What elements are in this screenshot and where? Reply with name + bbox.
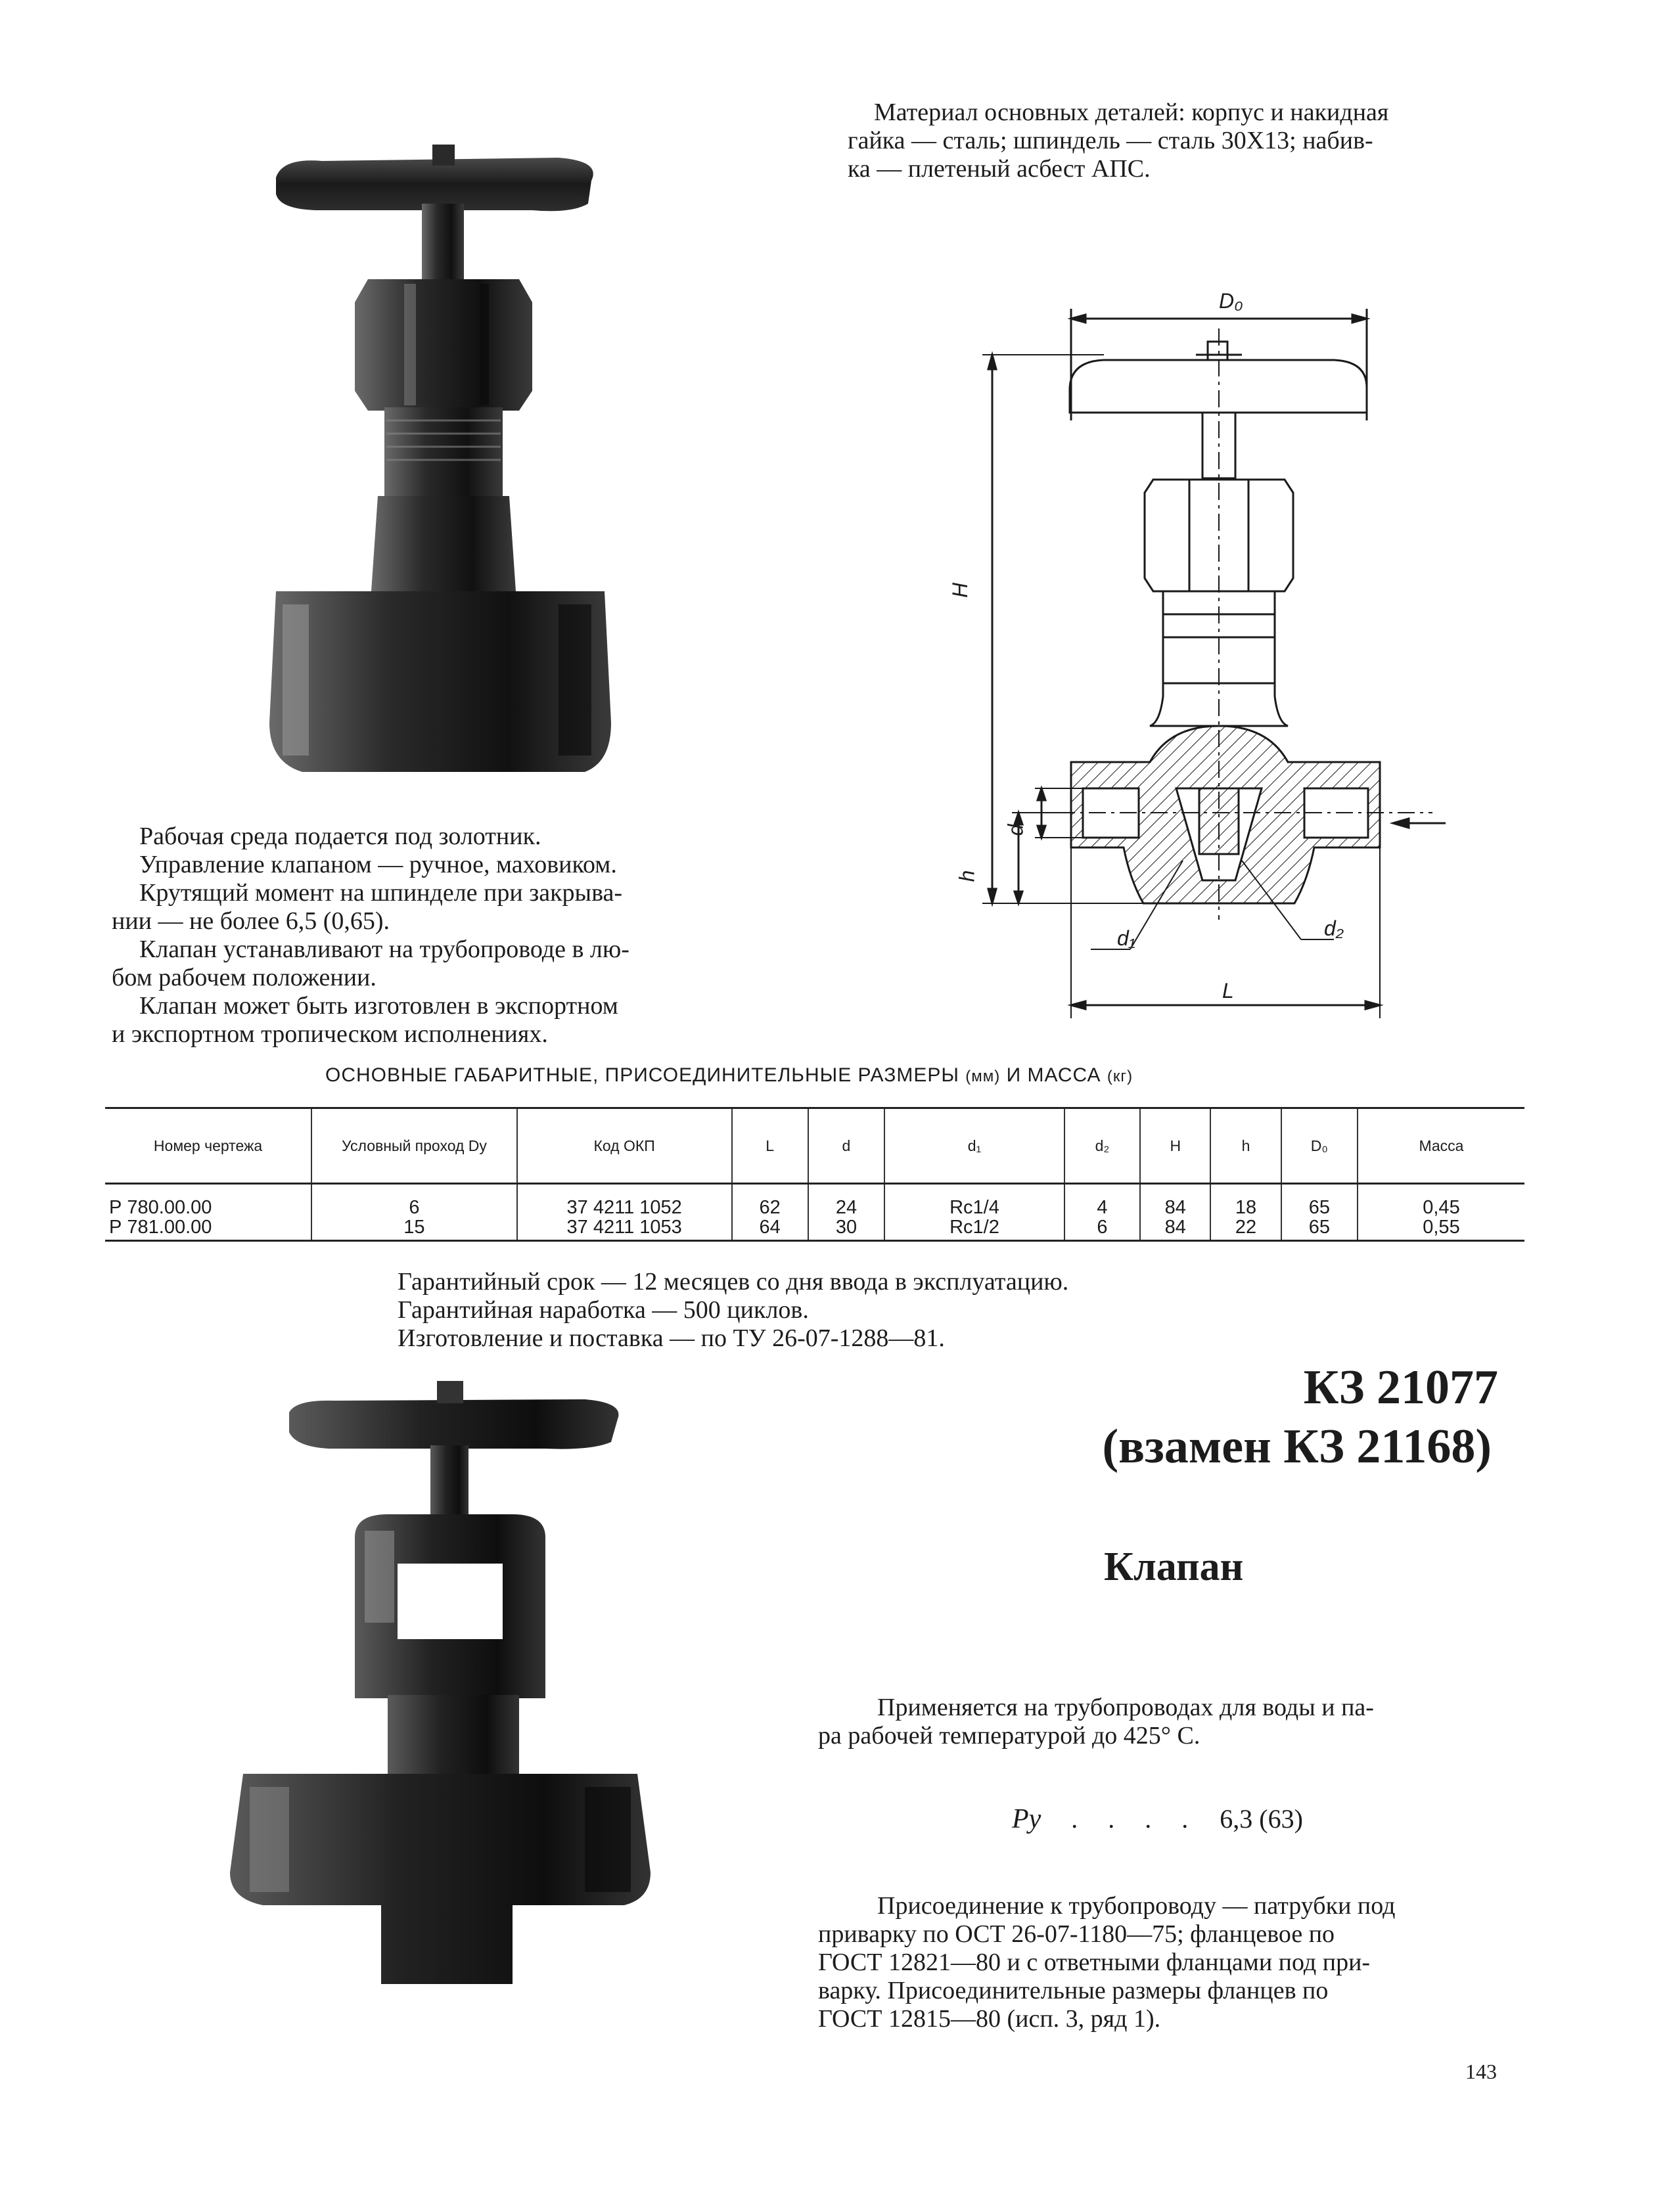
cell-mass: 0,55 xyxy=(1358,1217,1524,1241)
connection-text xyxy=(818,1892,1531,2033)
col-D0: D₀ xyxy=(1281,1108,1358,1184)
table-row xyxy=(105,1184,1524,1218)
pressure-label: Pу xyxy=(1012,1804,1041,1834)
connection-line: ГОСТ 12815—80 (исп. 3, ряд 1). xyxy=(818,2005,1161,2033)
valve-photo-bottom xyxy=(204,1373,677,2004)
warranty-info xyxy=(398,1268,1068,1353)
cell-nominal-bore: 6 xyxy=(311,1184,517,1218)
table-header-row xyxy=(105,1108,1524,1184)
valve-photo-top xyxy=(217,131,664,801)
col-nominal-bore: Условный проход Dу xyxy=(311,1108,517,1184)
note-line: Крутящий момент на шпинделе при закрыва- xyxy=(139,879,623,907)
warranty-line: Изготовление и поставка — по ТУ 26-07-1288—81. xyxy=(398,1324,945,1352)
connection-line: варку. Присоединительные размеры фланцев по xyxy=(818,1977,1329,2004)
note-line: бом рабочем положении. xyxy=(112,964,377,991)
connection-line: ГОСТ 12821—80 и с ответными фланцами под при- xyxy=(818,1949,1371,1976)
cell-h: 18 xyxy=(1210,1184,1281,1218)
cell-L: 64 xyxy=(732,1217,808,1241)
cell-h: 22 xyxy=(1210,1217,1281,1241)
material-line: ка — плетеный асбест АПС. xyxy=(848,155,1151,183)
col-okp-code: Код ОКП xyxy=(517,1108,732,1184)
cell-mass: 0,45 xyxy=(1358,1184,1524,1218)
col-mass: Масса xyxy=(1358,1108,1524,1184)
table-title-main: ОСНОВНЫЕ ГАБАРИТНЫЕ, ПРИСОЕДИНИТЕЛЬНЫЕ РАЗМЕРЫ xyxy=(325,1064,959,1086)
cell-d: 30 xyxy=(808,1217,884,1241)
connection-line: Присоединение к трубопроводу — патрубки под xyxy=(877,1892,1396,1920)
cell-d1: Rc1/4 xyxy=(884,1184,1064,1218)
connection-line: приварку по ОСТ 26-07-1180—75; фланцевое по xyxy=(818,1920,1335,1948)
dim-label-h: h xyxy=(955,870,979,882)
warranty-line: Гарантийный срок — 12 месяцев со дня ввода в эксплуатацию. xyxy=(398,1268,1069,1296)
page-number: 143 xyxy=(1465,2060,1497,2083)
cell-nominal-bore: 15 xyxy=(311,1217,517,1241)
table-row xyxy=(105,1217,1524,1241)
note-line: нии — не более 6,5 (0,65). xyxy=(112,907,390,935)
table-title-unit-kg: (кг) xyxy=(1107,1068,1133,1085)
cell-D0: 65 xyxy=(1281,1184,1358,1218)
replaces-code: (взамен КЗ 21168) xyxy=(1102,1420,1492,1474)
dim-label-L: L xyxy=(1222,979,1234,1003)
table-title xyxy=(325,1064,1133,1087)
nominal-pressure xyxy=(1012,1803,1303,1835)
col-drawing-number: Номер чертежа xyxy=(105,1108,311,1184)
cell-drawing-number: Р 781.00.00 xyxy=(105,1217,311,1241)
table-title-unit-mm: (мм) xyxy=(965,1068,1001,1085)
cell-D0: 65 xyxy=(1281,1217,1358,1241)
col-L: L xyxy=(732,1108,808,1184)
material-description xyxy=(848,99,1531,183)
note-line: Клапан устанавливают на трубопроводе в лю- xyxy=(139,936,629,963)
note-line: Рабочая среда подается под золотник. xyxy=(139,823,541,850)
cell-d: 24 xyxy=(808,1184,884,1218)
valve-technical-drawing xyxy=(972,289,1472,1031)
dim-label-d: d xyxy=(1003,824,1028,836)
col-h: h xyxy=(1210,1108,1281,1184)
note-line: Клапан может быть изготовлен в экспортном xyxy=(139,992,618,1020)
col-d2: d₂ xyxy=(1064,1108,1140,1184)
dim-label-H: H xyxy=(948,582,972,598)
cell-d1: Rc1/2 xyxy=(884,1217,1064,1241)
col-d: d xyxy=(808,1108,884,1184)
product-title: Клапан xyxy=(1104,1545,1244,1589)
dimensions-table xyxy=(105,1107,1524,1242)
product-code: КЗ 21077 xyxy=(1303,1361,1498,1414)
application-line: Применяется на трубопроводах для воды и па- xyxy=(877,1694,1374,1721)
note-line: Управление клапаном — ручное, маховиком. xyxy=(139,851,617,878)
application-text xyxy=(818,1694,1531,1750)
dim-label-d1: d₁ xyxy=(1117,926,1135,950)
cell-d2: 6 xyxy=(1064,1217,1140,1241)
note-line: и экспортном тропическом исполнениях. xyxy=(112,1020,548,1048)
cell-okp-code: 37 4211 1052 xyxy=(517,1184,732,1218)
cell-H: 84 xyxy=(1140,1184,1210,1218)
table-title-and: И МАССА xyxy=(1006,1064,1101,1086)
material-line: Материал основных деталей: корпус и накидная xyxy=(874,99,1389,126)
col-H: H xyxy=(1140,1108,1210,1184)
dim-label-d2: d₂ xyxy=(1324,916,1344,940)
cell-L: 62 xyxy=(732,1184,808,1218)
application-line: ра рабочей температурой до 425° С. xyxy=(818,1722,1200,1749)
col-d1: d₁ xyxy=(884,1108,1064,1184)
cell-H: 84 xyxy=(1140,1217,1210,1241)
material-line: гайка — сталь; шпиндель — сталь 30Х13; набив- xyxy=(848,127,1373,154)
cell-d2: 4 xyxy=(1064,1184,1140,1218)
dim-label-D0: D₀ xyxy=(1219,289,1243,313)
cell-drawing-number: Р 780.00.00 xyxy=(109,1197,212,1218)
cell-okp-code: 37 4211 1053 xyxy=(517,1217,732,1241)
pressure-dots: . . . . xyxy=(1071,1804,1200,1834)
pressure-value: 6,3 (63) xyxy=(1220,1804,1303,1834)
operation-notes xyxy=(112,823,798,1049)
warranty-line: Гарантийная наработка — 500 циклов. xyxy=(398,1296,809,1324)
